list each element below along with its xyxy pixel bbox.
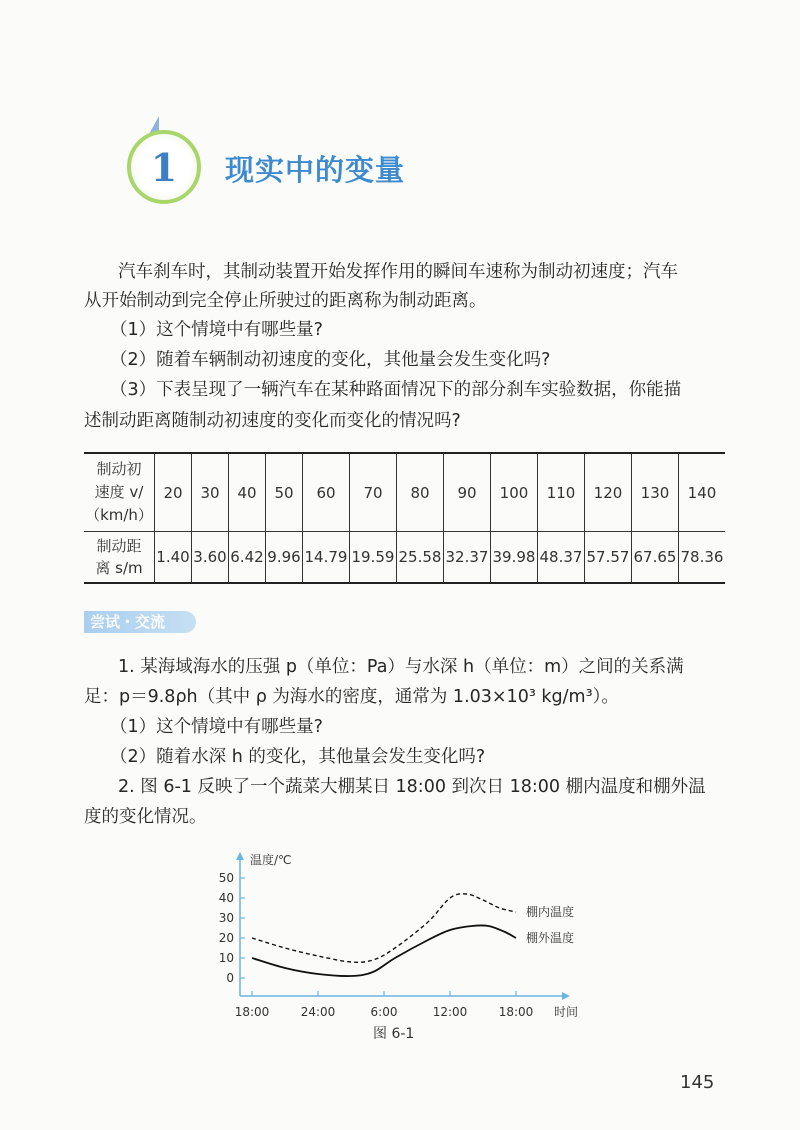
speed-cell: 130 xyxy=(632,453,679,532)
intro-line-1: 汽车刹车时，其制动装置开始发挥作用的瞬间车速称为制动初速度；汽车 xyxy=(118,262,678,282)
distance-cell: 6.42 xyxy=(229,532,266,584)
speed-cell: 80 xyxy=(397,453,444,532)
inside-temperature-line xyxy=(252,894,516,962)
speed-cell: 100 xyxy=(491,453,538,532)
distance-cell: 67.65 xyxy=(632,532,679,584)
figure-caption: 图 6-1 xyxy=(373,1026,415,1042)
distance-cell: 78.36 xyxy=(679,532,726,584)
distance-cell: 14.79 xyxy=(303,532,350,584)
speed-row xyxy=(84,453,725,532)
speed-cell: 50 xyxy=(266,453,303,532)
speed-cell: 140 xyxy=(679,453,726,532)
x-tick-label: 18:00 xyxy=(234,1005,270,1019)
braking-data-table xyxy=(84,452,725,584)
exercise-1-line-1: 1. 某海域海水的压强 p（单位：Pa）与水深 h（单位：m）之间的关系满 xyxy=(118,657,684,677)
speed-header-line: （km/h） xyxy=(85,506,153,524)
question-3-line-2: 述制动距离随制动初速度的变化而变化的情况吗? xyxy=(84,411,461,431)
section-number-badge xyxy=(127,130,201,204)
section-number: 1 xyxy=(150,144,178,190)
x-axis-arrow-icon xyxy=(562,992,570,1000)
series-label: 棚外温度 xyxy=(526,931,575,945)
exercise-2-line-2: 度的变化情况。 xyxy=(84,807,207,827)
question-1: （1）这个情境中有哪些量? xyxy=(110,320,323,340)
speed-cell: 120 xyxy=(585,453,632,532)
page-number: 145 xyxy=(680,1072,715,1093)
temperature-chart-svg xyxy=(200,840,600,1050)
distance-cell: 1.40 xyxy=(155,532,192,584)
distance-header-line: 离 s/m xyxy=(95,559,143,577)
x-tick-label: 24:00 xyxy=(300,1005,336,1019)
speed-cell: 40 xyxy=(229,453,266,532)
distance-header-line: 制动距 xyxy=(96,537,142,555)
speed-header-line: 制动初 xyxy=(96,460,142,478)
outside-temperature-line xyxy=(252,925,516,976)
x-tick-label: 6:00 xyxy=(370,1005,398,1019)
speed-cell: 70 xyxy=(350,453,397,532)
y-tick-label: 40 xyxy=(218,891,234,905)
y-tick-label: 10 xyxy=(218,951,234,965)
speed-cell: 90 xyxy=(444,453,491,532)
exercise-1-line-2: 足：p＝9.8ρh（其中 ρ 为海水的密度，通常为 1.03×10³ kg/m³）。 xyxy=(84,687,619,707)
distance-row xyxy=(84,532,725,584)
question-3-line-1: （3）下表呈现了一辆汽车在某种路面情况下的部分刹车实验数据，你能描 xyxy=(110,380,682,400)
exercise-1-question-1: （1）这个情境中有哪些量? xyxy=(110,717,323,737)
x-tick-label: 18:00 xyxy=(498,1005,534,1019)
temperature-chart xyxy=(200,840,600,1050)
distance-cell: 19.59 xyxy=(350,532,397,584)
y-axis-arrow-icon xyxy=(236,852,244,860)
speed-cell: 110 xyxy=(538,453,585,532)
y-tick-label: 30 xyxy=(218,911,234,925)
distance-cell: 32.37 xyxy=(444,532,491,584)
speed-header-line: 速度 v/ xyxy=(94,483,144,501)
y-tick-label: 20 xyxy=(218,931,234,945)
speed-cell: 30 xyxy=(192,453,229,532)
distance-cell: 39.98 xyxy=(491,532,538,584)
x-axis-label: 时间 xyxy=(554,1005,579,1019)
distance-cell: 9.96 xyxy=(266,532,303,584)
distance-cell: 57.57 xyxy=(585,532,632,584)
distance-cell: 3.60 xyxy=(192,532,229,584)
section-title: 现实中的变量 xyxy=(225,153,406,187)
y-tick-label: 0 xyxy=(226,971,234,985)
y-axis-label: 温度/℃ xyxy=(250,853,292,867)
speed-cell: 60 xyxy=(303,453,350,532)
distance-cell: 25.58 xyxy=(397,532,444,584)
distance-header xyxy=(84,532,155,584)
exercise-1-question-2: （2）随着水深 h 的变化，其他量会发生变化吗? xyxy=(110,747,486,767)
question-2: （2）随着车辆制动初速度的变化，其他量会发生变化吗? xyxy=(110,350,551,370)
speed-cell: 20 xyxy=(155,453,192,532)
y-tick-label: 50 xyxy=(218,871,234,885)
exercise-2-line-1: 2. 图 6-1 反映了一个蔬菜大棚某日 18:00 到次日 18:00 棚内温度和棚外温 xyxy=(118,777,706,797)
speed-header xyxy=(84,453,155,532)
intro-line-2: 从开始制动到完全停止所驶过的距离称为制动距离。 xyxy=(84,291,487,311)
x-tick-label: 12:00 xyxy=(432,1005,468,1019)
try-and-discuss-badge: 尝试・交流 xyxy=(84,611,196,633)
distance-cell: 48.37 xyxy=(538,532,585,584)
series-label: 棚内温度 xyxy=(526,905,575,919)
